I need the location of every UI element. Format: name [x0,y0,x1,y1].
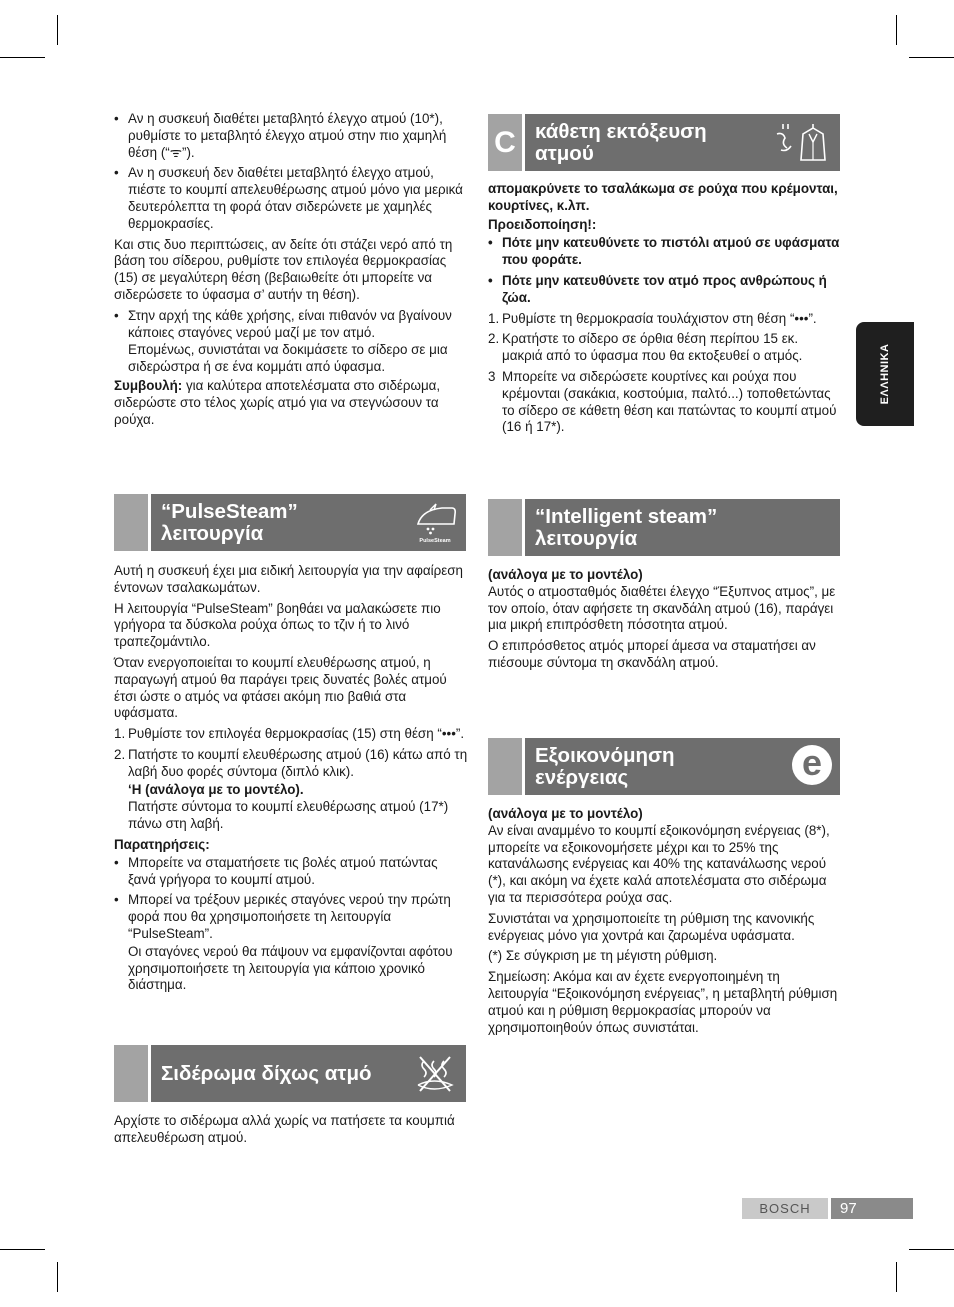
eco-icon-letter: e [801,742,823,783]
list-item: • Αν η συσκευή δεν διαθέτει μεταβλητό έλεγχο ατμού, πιέστε το κουμπί απελευθέρωσης ατμού μόνο για μερικά δευτερόλεπτα τη φορά όταν σιδερώνετε με χαμηλές θερμοκρασίες. [114,165,468,232]
vertical-steam-garment-icon [770,120,836,164]
section-tab [488,499,522,556]
paragraph: Αν είναι αναμμένο το κουμπί εξοικονόμηση ενέργειας (8*), μπορείτε να εξοικονομήσετε μέχρι και το 25% της κατανάλωσης ενέργειας και 40% της κατανάλωσης νερού (*), και ακόμη να έχετε καλά αποτελέσματα στο σιδέρωμα για τα περισσότερα ρούχα σας. [488,822,830,905]
step-text: Κρατήστε το σίδερο σε όρθια θέση περίπου 15 εκ. μακριά από το ύφασμα που θα εκτοξευθεί ο ατμός. [502,331,803,364]
tip-paragraph [114,378,468,428]
section-title: ενέργειας [535,765,629,789]
section-title: Εξοικονόμηση [535,743,675,767]
right-vertical-body [488,181,840,440]
model-note: (ανάλογα με το μοντέλο) [488,567,643,582]
pulsesteam-iron-icon [412,500,458,544]
step-text: Μπορείτε να σιδερώσετε κουρτίνες και ρούχα που κρέμονται (σακάκια, κοστούμια, παλτό...) τοποθετώντας το σίδερο σε κάθετη θέση και πατώντας το κουμπί ατμού (16 ή 17*). [502,368,837,435]
section-title-bar [525,738,840,795]
step-text: Πατήστε το κουμπί ελευθέρωσης ατμού (16) κάτω από τη λαβή δυο φορές σύντομα (διπλό κλικ). [128,746,468,779]
section-header-energy-saving [488,738,840,795]
step-number: 2. [488,331,500,347]
warning-label: Προειδοποίηση!: [488,216,597,232]
crop-mark [896,15,897,45]
paragraph: Οι σταγόνες νερού θα πάψουν να εμφανίζονται αφότου χρησιμοποιήσετε τη λειτουργία για κάποιο χρονικό διάστημα. [128,943,453,993]
paragraph: Ο επιπρόσθετος ατμός μπορεί άμεσα να σταματήσει αν πιέσουμε σύντομα τη σκανδάλη ατμού. [488,638,816,670]
list-item: • Μπορείτε να σταματήσετε τις βολές ατμού πατώντας ξανά γρήγορα το κουμπί ατμού. [114,855,468,889]
crop-mark [896,1262,897,1292]
step-text: Ρυθμίστε τον επιλογέα θερμοκρασίας (15) στη θέση “•••”. [128,726,465,742]
step-text: Ρυθμίστε τη θερμοκρασία τουλάχιστον στη θέση “•••”. [502,310,817,326]
crop-mark [57,15,58,45]
section-header-vertical-steam [488,114,840,171]
paragraph: Αυτή η συσκευή έχει μια ειδική λειτουργία για την αφαίρεση έντονων τσαλακωμάτων. [114,563,463,595]
step-number: 1. [114,726,126,742]
paragraph: Η λειτουργία “PulseSteam” βοηθάει να μαλακώσετε πιο γρήγορα τα δύσκολα ρούχα όπως το τζιν ή το λινό τραπεζομάντιλο. [114,600,441,650]
left-dry-body [114,1113,468,1151]
right-energy-body [488,806,840,1040]
section-tab [488,738,522,795]
step-number: 2. [114,746,126,762]
crop-mark [909,1249,954,1250]
numbered-step [488,369,840,436]
section-header-dry-ironing [114,1045,466,1102]
footer-brand: BOSCH [742,1198,828,1219]
bold-note: ‘Η (ανάλογα με το μοντέλο). [128,781,304,797]
paragraph: Σημείωση: Ακόμα και αν έχετε ενεργοποιημένη τη λειτουργία “Εξοικονόμηση ενέργειας”, η μεταβλητή ρύθμιση ατμού και η ρύθμιση θερμοκρασίας μπορούν να χρησιμοποιηθούν όπως συνιστάται. [488,969,838,1035]
section-title-bar [151,494,466,551]
paragraph: Αρχίστε το σιδέρωμα αλλά χωρίς να πατήσετε τα κουμπιά απελευθέρωση ατμού. [114,1113,455,1145]
paragraph: (*) Σε σύγκριση με τη μέγιστη ρύθμιση. [488,948,718,964]
crop-mark [57,1262,58,1292]
step-number: 1. [488,310,500,326]
paragraph: Αυτός ο ατμοσταθμός διαθέτει έλεγχο “Έξυπνος ατμος”, με τον οποίο, όταν αφήσετε τη σκανδάλη ατμού (16), παράγει μια μικρή επιπρόσθετη πόσοτητα ατμού. [488,583,836,633]
list-item: • Στην αρχή της κάθε χρήσης, είναι πιθανόν να βγαίνουν κάποιες σταγόνες νερού μαζί με τον ατμό. [114,308,468,342]
section-tab [114,494,148,551]
paragraph: Και στις δυο περιπτώσεις, αν δείτε ότι στάζει νερό από τη βάση του σίδερου, ρυθμίστε τον επιλογέα θερμοκρασίας (15) σε μεγαλύτερη θέση (βεβαιωθείτε ότι μπορείτε να σιδερώσετε το ύφασμα σ’ αυτήν τη θέση). [114,236,453,302]
crop-mark [0,1249,45,1250]
step-number: 3 [488,368,496,384]
section-title: ατμού [535,141,594,165]
section-title: λειτουργία [161,521,264,545]
section-title-bar [151,1045,466,1102]
section-header-intelligent-steam [488,499,840,556]
section-header-pulsesteam [114,494,466,551]
section-title: κάθετη εκτόξευση [535,119,707,143]
section-title-bar [525,114,840,171]
tip-text: για καλύτερα αποτελέσματα στο σιδέρωμα, σιδερώστε στο τέλος χωρίς ατμό για να στεγνώσουν τα ρούχα. [114,377,441,427]
list-item: • Μπορεί να τρέξουν μερικές σταγόνες νερού την πρώτη φορά που θα χρησιμοποιήσετε τη λειτουργία “PulseSteam”. [114,892,468,942]
section-tab [114,1045,148,1102]
language-tab-label: ΕΛΛΗΝΙΚΑ [879,343,891,405]
list-item: • Αν η συσκευή διαθέτει μεταβλητό έλεγχο ατμού (10*), ρυθμίστε το μεταβλητό έλεγχο ατμού στην πιο χαμηλή θέση (“ᯤ”). [114,111,468,161]
bold-paragraph: απομακρύνετε το τσαλάκωμα σε ρούχα που κρέμονται, κουρτίνες, κ.λπ. [488,181,838,213]
paragraph: Επομένως, συνιστάται να δοκιμάσετε το σίδερο σε μια σιδερώστρα ή σε ένα κομμάτι από ύφασμα. [128,342,448,375]
paragraph: Όταν ενεργοποιείται το κουμπί ελευθέρωσης ατμού, η παραγωγή ατμού θα παράγει τρεις δυνατές βολές ατμού έτσι ώστε ο ατμός να φτάσει ακόμη πιο βαθιά στα υφάσματα. [114,654,447,721]
eco-icon [792,742,832,785]
section-title: “PulseSteam” [161,499,298,523]
warning-item: • Πότε μην κατευθύνετε το πιστόλι ατμού σε υφάσματα που φοράτε. [488,235,840,269]
paragraph: Συνιστάται να χρησιμοποιείτε τη ρύθμιση της κανονικής ενέργειας μόνο για χοντρά και ζαρωμένα υφάσματα. [488,910,815,943]
no-steam-icon [412,1051,458,1095]
left-intro [114,111,468,432]
left-pulsesteam-body [114,563,468,998]
page-number: 97 [831,1198,913,1219]
right-intelligent-body [488,567,840,676]
section-tab-letter: C [488,114,522,171]
icon-caption: PulseSteam [419,538,451,544]
warning-item: • Πότε μην κατευθύνετε τον ατμό προς ανθρώπους ή ζώα. [488,273,840,307]
tip-label: Συμβουλή: [114,377,183,393]
crop-mark [909,57,954,58]
section-title: λειτουργία [535,526,638,550]
section-title-bar [525,499,840,556]
numbered-step [488,311,840,328]
crop-mark [0,57,45,58]
model-note: (ανάλογα με το μοντέλο) [488,806,643,821]
section-title: Σιδέρωμα δίχως ατμό [161,1061,372,1085]
language-tab [856,322,914,426]
numbered-step [488,331,840,365]
notes-label: Παρατηρήσεις: [114,836,210,852]
numbered-step [114,747,468,781]
paragraph: Πατήστε σύντομα το κουμπί ελευθέρωσης ατμού (17*) πάνω στη λαβή. [128,799,449,832]
section-title: “Intelligent steam” [535,504,718,528]
numbered-step [114,726,468,743]
